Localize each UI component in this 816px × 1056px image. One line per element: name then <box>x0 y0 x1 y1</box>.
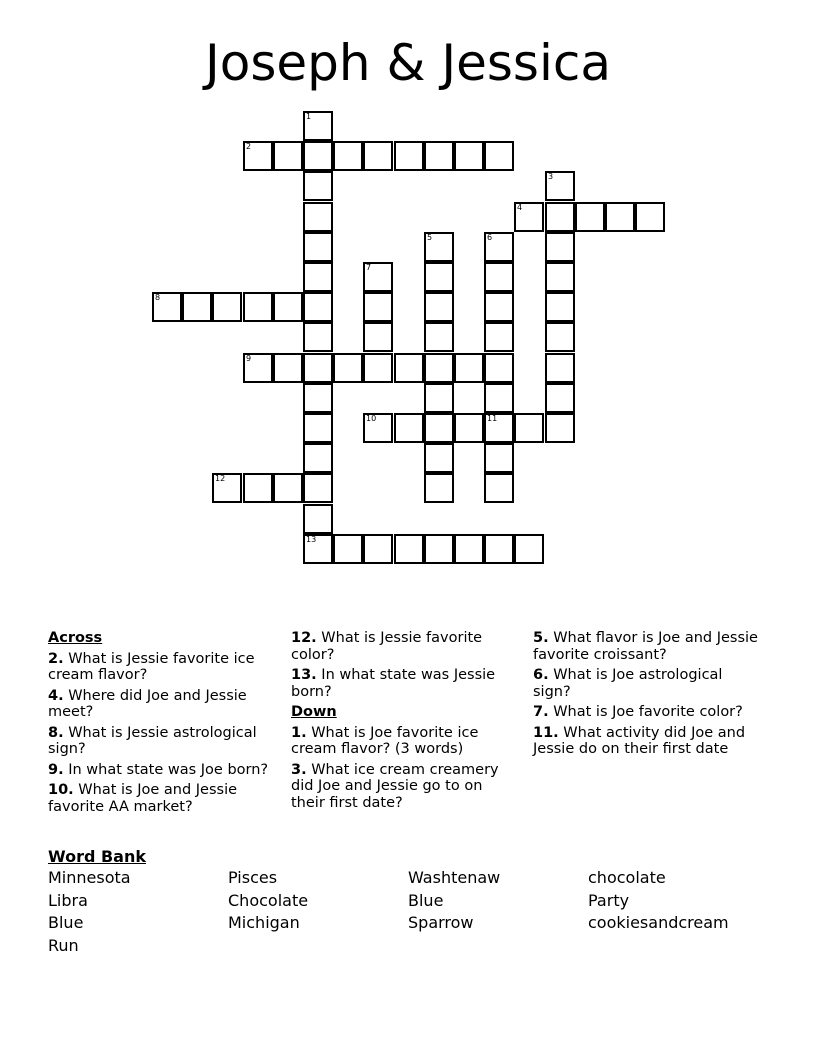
word-bank-item: Blue <box>48 913 84 932</box>
clue-number-label: 11. <box>533 724 559 741</box>
crossword-cell[interactable] <box>545 413 575 443</box>
clue-text: What is Joe favorite ice cream flavor? (3 words) <box>291 724 479 757</box>
crossword-cell[interactable] <box>243 292 273 322</box>
crossword-cell[interactable] <box>545 383 575 413</box>
crossword-cell[interactable] <box>363 413 393 443</box>
clues-column-1 <box>48 630 273 819</box>
crossword-cell[interactable] <box>545 322 575 352</box>
crossword-cell[interactable] <box>363 534 393 564</box>
crossword-cell[interactable] <box>303 473 333 503</box>
word-bank-heading: Word Bank <box>48 847 147 866</box>
crossword-cell[interactable] <box>394 534 424 564</box>
clue-number: 1 <box>306 112 312 121</box>
crossword-cell[interactable] <box>545 202 575 232</box>
clue-text: What is Joe favorite color? <box>548 704 743 720</box>
word-bank-item: Party <box>588 890 630 910</box>
clue-text: What ice cream creamery did Joe and Jessie go to on their first date? <box>291 761 499 811</box>
clue-number-label: 2. <box>48 650 64 667</box>
crossword-cell[interactable] <box>454 353 484 383</box>
crossword-cell[interactable] <box>333 534 363 564</box>
clue-number: 7 <box>366 263 372 272</box>
crossword-cell[interactable] <box>424 292 454 322</box>
clue-text: What is Jessie astrological sign? <box>48 724 257 757</box>
clue-number-label: 8. <box>48 724 64 741</box>
crossword-cell[interactable] <box>424 353 454 383</box>
crossword-cell[interactable] <box>424 473 454 503</box>
crossword-cell[interactable] <box>243 353 273 383</box>
clue-number-label: 12. <box>291 630 317 646</box>
crossword-cell[interactable] <box>484 473 514 503</box>
clue-text: What is Jessie favorite ice cream flavor? <box>48 650 255 683</box>
crossword-cell[interactable] <box>424 322 454 352</box>
clues-column-2 <box>291 630 516 815</box>
clue <box>291 725 516 758</box>
crossword-cell[interactable] <box>152 292 182 322</box>
clue-text: What is Joe and Jessie favorite AA market? <box>48 782 238 815</box>
crossword-cell[interactable] <box>484 232 514 262</box>
crossword-cell[interactable] <box>273 292 303 322</box>
clue-number-label: 13. <box>291 667 317 683</box>
crossword-cell[interactable] <box>363 353 393 383</box>
crossword-cell[interactable] <box>545 353 575 383</box>
crossword-cell[interactable] <box>484 322 514 352</box>
crossword-cell[interactable] <box>303 383 333 413</box>
clue <box>291 667 516 700</box>
crossword-cell[interactable] <box>424 141 454 171</box>
clue-number-label: 6. <box>533 667 549 683</box>
crossword-cell[interactable] <box>424 383 454 413</box>
clue-number: 9 <box>246 354 252 363</box>
clue-number: 6 <box>487 233 493 242</box>
crossword-cell[interactable] <box>303 232 333 262</box>
crossword-cell[interactable] <box>243 141 273 171</box>
clue <box>48 782 273 815</box>
crossword-cell[interactable] <box>424 534 454 564</box>
crossword-cell[interactable] <box>484 262 514 292</box>
clue-number-label: 3. <box>291 761 307 778</box>
crossword-cell[interactable] <box>514 534 544 564</box>
crossword-cell[interactable] <box>484 141 514 171</box>
crossword-cell[interactable] <box>363 141 393 171</box>
clue <box>48 762 273 779</box>
word-bank-item: Pisces <box>228 868 278 887</box>
crossword-cell[interactable] <box>303 202 333 232</box>
crossword-cell[interactable] <box>363 292 393 322</box>
clue-number-label: 7. <box>533 704 549 720</box>
clue-number-label: 4. <box>48 687 64 704</box>
word-bank-item: Michigan <box>228 913 300 932</box>
clue-text: What is Joe astrological sign? <box>533 667 723 700</box>
clue-number: 2 <box>246 142 252 151</box>
word-bank-item: Blue <box>408 890 444 910</box>
clue-number-label: 1. <box>291 724 307 741</box>
crossword-cell[interactable] <box>182 292 212 322</box>
crossword-cell[interactable] <box>303 292 333 322</box>
crossword-cell[interactable] <box>545 171 575 201</box>
clue-number-label: 9. <box>48 761 64 778</box>
clue <box>291 630 516 663</box>
clue-text: Where did Joe and Jessie meet? <box>48 687 247 720</box>
clue <box>533 667 758 700</box>
crossword-cell[interactable] <box>454 413 484 443</box>
crossword-cell[interactable] <box>514 413 544 443</box>
crossword-cell[interactable] <box>333 141 363 171</box>
crossword-cell[interactable] <box>303 171 333 201</box>
clue <box>48 725 273 758</box>
crossword-cell[interactable] <box>484 534 514 564</box>
clue <box>533 704 758 721</box>
crossword-cell[interactable] <box>635 202 665 232</box>
clue-text: In what state was Joe born? <box>63 761 269 778</box>
crossword-cell[interactable] <box>484 413 514 443</box>
word-bank-item: chocolate <box>588 868 666 887</box>
crossword-cell[interactable] <box>303 141 333 171</box>
crossword-cell[interactable] <box>394 141 424 171</box>
clue-section-heading: Down <box>291 704 337 720</box>
crossword-cell[interactable] <box>212 292 242 322</box>
crossword-cell[interactable] <box>545 292 575 322</box>
crossword-cell[interactable] <box>394 353 424 383</box>
crossword-cell[interactable] <box>363 322 393 352</box>
crossword-cell[interactable] <box>212 473 242 503</box>
puzzle-title: Joseph & Jessica <box>205 34 611 92</box>
crossword-cell[interactable] <box>424 413 454 443</box>
clue-text: What flavor is Joe and Jessie favorite croissant? <box>533 630 758 663</box>
clue-number-label: 5. <box>533 630 549 646</box>
crossword-cell[interactable] <box>575 202 605 232</box>
clue <box>533 630 758 663</box>
crossword-cell[interactable] <box>454 534 484 564</box>
crossword-cell[interactable] <box>303 413 333 443</box>
clue-number: 11 <box>487 414 498 423</box>
word-bank-item: Chocolate <box>228 890 309 910</box>
clue-number: 4 <box>517 203 523 212</box>
crossword-cell[interactable] <box>303 322 333 352</box>
clue-text: In what state was Jessie born? <box>291 667 496 700</box>
crossword-cell[interactable] <box>273 141 303 171</box>
clue-number: 13 <box>306 535 317 544</box>
crossword-cell[interactable] <box>484 292 514 322</box>
crossword-cell[interactable] <box>484 383 514 413</box>
crossword-cell[interactable] <box>514 202 544 232</box>
clue-number: 12 <box>215 474 226 483</box>
crossword-cell[interactable] <box>333 353 363 383</box>
crossword-cell[interactable] <box>424 443 454 473</box>
crossword-cell[interactable] <box>303 353 333 383</box>
crossword-cell[interactable] <box>545 262 575 292</box>
word-bank-item: Libra <box>48 890 88 910</box>
crossword-cell[interactable] <box>394 413 424 443</box>
word-bank-item: Run <box>48 935 79 955</box>
crossword-cell[interactable] <box>454 141 484 171</box>
crossword-cell[interactable] <box>243 473 273 503</box>
clue-number: 8 <box>155 293 161 302</box>
crossword-cell[interactable] <box>484 443 514 473</box>
clues-column-3 <box>533 630 758 762</box>
clue <box>48 651 273 684</box>
word-bank-item: Minnesota <box>48 868 131 887</box>
crossword-cell[interactable] <box>424 262 454 292</box>
crossword-cell[interactable] <box>424 232 454 262</box>
crossword-cell[interactable] <box>545 232 575 262</box>
crossword-cell[interactable] <box>303 534 333 564</box>
crossword-cell[interactable] <box>303 504 333 534</box>
crossword-cell[interactable] <box>273 473 303 503</box>
clue-section-heading: Across <box>48 630 103 646</box>
crossword-cell[interactable] <box>303 111 333 141</box>
crossword-cell[interactable] <box>303 262 333 292</box>
crossword-cell[interactable] <box>363 262 393 292</box>
clue-number: 3 <box>548 172 554 181</box>
clue-number: 5 <box>427 233 433 242</box>
clue <box>48 688 273 721</box>
clue-text: What is Jessie favorite color? <box>291 630 483 663</box>
clue <box>533 725 758 758</box>
word-bank-item: Washtenaw <box>408 868 501 887</box>
crossword-cell[interactable] <box>484 353 514 383</box>
crossword-cell[interactable] <box>605 202 635 232</box>
clue-number-label: 10. <box>48 782 74 798</box>
clue-text: What activity did Joe and Jessie do on their first date <box>533 724 746 757</box>
word-bank-item: cookiesandcream <box>588 913 729 932</box>
crossword-cell[interactable] <box>303 443 333 473</box>
clue <box>291 762 516 812</box>
clue-number: 10 <box>366 414 377 423</box>
word-bank-item: Sparrow <box>408 913 474 932</box>
crossword-cell[interactable] <box>273 353 303 383</box>
